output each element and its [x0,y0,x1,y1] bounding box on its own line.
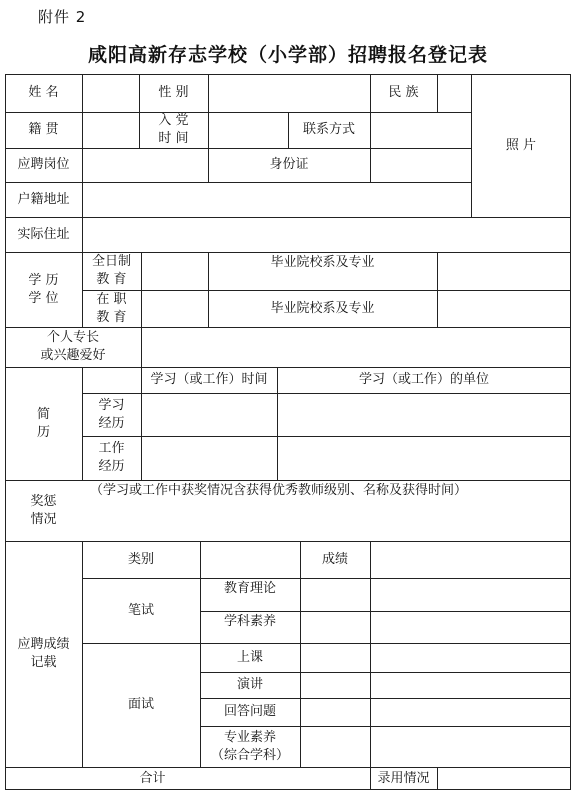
study-unit-field[interactable] [277,393,571,436]
subject-literacy-label: 学科素养 [223,614,276,629]
fulltime-education-label: 全日制 教 育 [91,254,131,287]
position-label: 应聘岗位 [17,157,70,172]
written-exam-label: 笔试 [127,602,154,618]
specialty-label: 个人专长 或兴趣爱好 [40,330,106,363]
edu-theory-label: 教育理论 [223,581,276,596]
interview-label: 面试 [127,697,154,712]
fulltime-school-label: 毕业院校系及专业 [270,255,375,270]
total-score-field[interactable] [300,767,370,790]
resume-label: 简 历 [36,406,50,440]
native-place-label: 籍 贯 [28,122,59,137]
subject-literacy-score-field[interactable] [300,611,370,643]
form-title: 咸阳高新存志学校（小学部）招聘报名登记表 [87,44,488,66]
gender-label: 性 别 [158,85,189,100]
residence-label: 实际住址 [17,226,70,242]
unit-header: 学习（或工作）的单位 [358,372,489,387]
work-unit-field[interactable] [277,436,571,480]
name-label: 姓 名 [28,85,59,100]
specialty-field[interactable] [141,327,571,367]
id-card-label: 身份证 [269,157,309,172]
lesson-label: 上课 [236,649,263,665]
party-date-field[interactable] [208,112,288,148]
name-field[interactable] [82,74,139,112]
gender-field[interactable] [208,74,370,112]
period-header: 学习（或工作）时间 [150,372,268,387]
speech-label: 演讲 [236,677,263,692]
ethnicity-field[interactable] [437,74,471,112]
native-place-field[interactable] [82,112,139,148]
parttime-education-label: 在 职 教 育 [96,291,127,325]
score-record-label: 应聘成绩 记载 [17,637,70,670]
awards-field[interactable]: （学习或工作中获奖情况含获得优秀教师级别、名称及获得时间） [90,483,468,498]
edu-theory-score-field[interactable] [300,578,370,611]
lesson-score-field[interactable] [300,643,370,672]
residence-field[interactable] [82,217,571,252]
parttime-degree-field[interactable] [141,290,208,327]
pro-literacy-label: 专业素养 （综合学科） [210,729,289,763]
id-card-field[interactable] [370,148,471,182]
category-header: 类别 [127,551,154,567]
speech-score-field[interactable] [300,672,370,698]
study-history-label: 学习 经历 [98,397,125,431]
qa-score-field[interactable] [300,698,370,726]
contact-field[interactable] [370,112,471,148]
pro-literacy-score-field[interactable] [300,726,370,767]
work-history-label: 工作 经历 [98,441,125,474]
hukou-address-field[interactable] [82,182,471,217]
hiring-status-field[interactable] [437,767,571,790]
position-field[interactable] [82,148,208,182]
fulltime-school-field[interactable] [437,252,571,290]
parttime-school-field[interactable] [437,290,571,327]
study-period-field[interactable] [141,393,277,436]
education-label: 学 历 学 位 [28,272,59,306]
attachment-label: 附件 2 [38,8,87,26]
registration-table [5,74,571,790]
photo-area[interactable]: 照 片 [505,137,537,153]
qa-label: 回答问题 [223,704,276,719]
total-label: 合计 [139,770,166,786]
fulltime-degree-field[interactable] [141,252,208,290]
work-period-field[interactable] [141,436,277,480]
score-remarks-field[interactable] [370,541,571,767]
category-blank [200,541,300,578]
party-date-label: 入 党 时 间 [158,113,189,146]
parttime-school-label: 毕业院校系及专业 [270,300,375,316]
score-header: 成绩 [321,551,348,567]
contact-label: 联系方式 [302,122,355,137]
hukou-address-label: 户籍地址 [17,191,70,207]
awards-label: 奖惩 情况 [30,493,57,527]
ethnicity-label: 民 族 [388,85,419,100]
hiring-status-label: 录用情况 [377,770,430,786]
